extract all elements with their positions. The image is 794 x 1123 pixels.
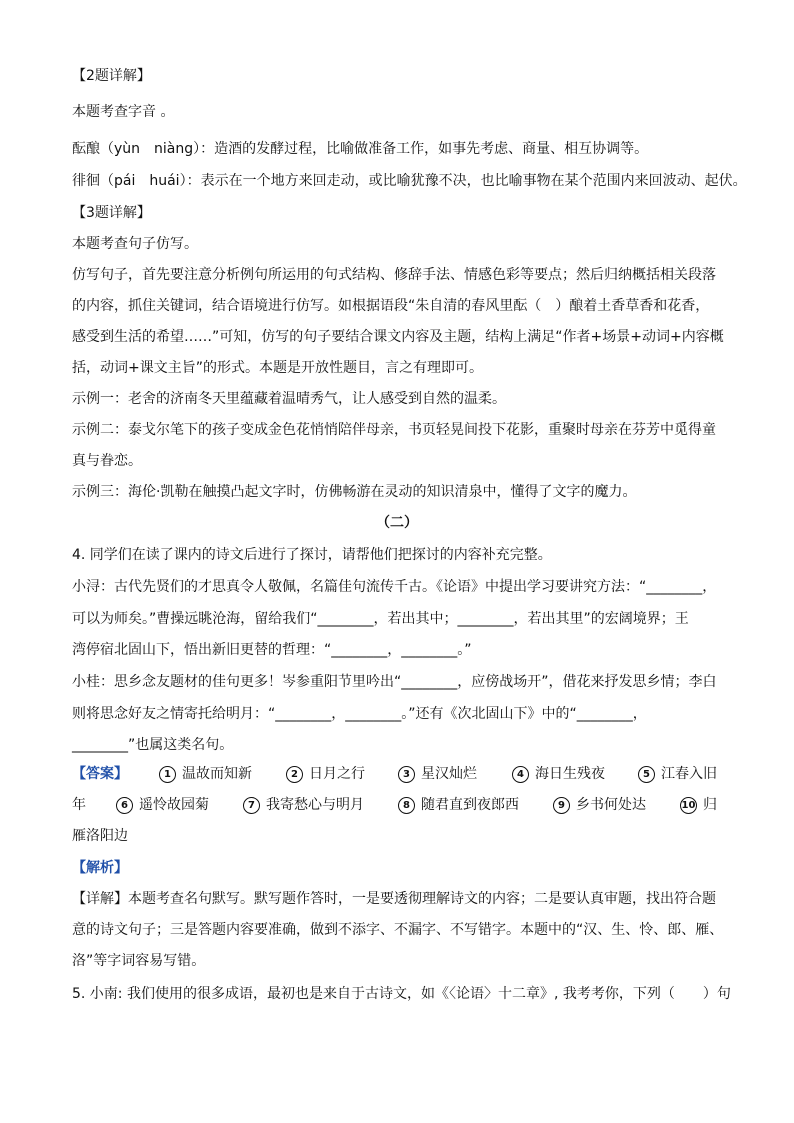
answer-text: 归 (703, 797, 717, 813)
answer-text: 乡书何处达 (576, 797, 646, 813)
number-badge: 3 (398, 766, 415, 783)
part-title: （二） (376, 515, 418, 531)
paragraph-line: 【详解】本题考查名句默写。默写题作答时，一是要透彻理解诗文的内容；二是要认真审题，找出符合题 (72, 891, 716, 907)
paragraph-line: 括，动词+课文主旨”的形式。本题是开放性题目，言之有理即可。 (72, 360, 483, 376)
answer-text: 星汉灿烂 (421, 766, 477, 782)
question-4: 4. 同学们在读了课内的诗文后进行了探讨，请帮他们把探讨的内容补充完整。 (72, 547, 552, 563)
answer-continuation: 年 (72, 797, 86, 813)
paragraph-line: 小浔：古代先贤们的才思真令人敬佩，名篇佳句流传千古。《论语》中提出学习要讲究方法：“________， (72, 579, 717, 595)
section-heading-q3: 【3题详解】 (72, 205, 151, 221)
example-line: 示例三：海伦·凯勒在触摸凸起文字时，仿佛畅游在灵动的知识清泉中，懂得了文字的魔力。 (72, 484, 637, 500)
answer-item (286, 764, 365, 784)
number-badge: 10 (680, 797, 697, 814)
paragraph-line: ________”也属这类名句。 (72, 737, 234, 753)
number-badge: 9 (553, 797, 570, 814)
example-line: 示例二：泰戈尔笔下的孩子变成金色花悄悄陪伴母亲，书页轻晃间投下花影，重聚时母亲在芬芳中觅得童 (72, 422, 716, 438)
paragraph-line: 本题考查字音 。 (72, 104, 175, 120)
answer-item (512, 764, 605, 784)
answer-item (243, 795, 364, 815)
number-badge: 8 (398, 797, 415, 814)
number-badge: 5 (638, 766, 655, 783)
paragraph-line: 小桂：思乡念友题材的佳句更多！岑参重阳节里吟出“________，应傍战场开”，借花来抒发思乡情；李白 (72, 674, 717, 690)
answer-continuation: 雁洛阳边 (72, 828, 128, 844)
paragraph-line: 感受到生活的希望……”可知，仿写的句子要结合课文内容及主题，结构上满足“作者+场景+动词+内容概 (72, 329, 724, 345)
question-5: 5. 小南: 我们使用的很多成语，最初也是来自于古诗文，如《〈论语〉十二章》, 我考考你，下列（ ）句 (72, 986, 731, 1002)
number-badge: 4 (512, 766, 529, 783)
example-line: 示例一：老舍的济南冬天里蕴藏着温晴秀气，让人感受到自然的温柔。 (72, 391, 506, 407)
answer-text: 温故而知新 (182, 766, 252, 782)
answer-item (116, 795, 209, 815)
paragraph-line: 湾停宿北固山下，悟出新旧更替的哲理：“________，________。” (72, 642, 472, 658)
answer-item (680, 795, 717, 815)
answer-text: 遥怜故园菊 (139, 797, 209, 813)
paragraph-line: 本题考查句子仿写。 (72, 236, 198, 252)
answer-text: 随君直到夜郎西 (421, 797, 519, 813)
answer-item (553, 795, 646, 815)
answer-text: 日月之行 (309, 766, 365, 782)
section-heading-q2: 【2题详解】 (72, 68, 151, 84)
example-line: 真与眷恋。 (72, 453, 142, 469)
answer-text: 海日生残夜 (535, 766, 605, 782)
paragraph-line: 仿写句子，首先要注意分析例句所运用的句式结构、修辞手法、情感色彩等要点；然后归纳概括相关段落 (72, 267, 716, 283)
answer-item (638, 764, 717, 784)
paragraph-line: 的内容，抓住关键词，结合语境进行仿写。如根据语段“朱自清的春风里酝（ ）酿着土香草香和花香， (72, 298, 710, 314)
number-badge: 1 (159, 766, 176, 783)
paragraph-line: 意的诗文句子；三是答题内容要准确，做到不添字、不漏字、不写错字。本题中的“汉、生、怜、郎、雁、 (72, 922, 724, 938)
paragraph-line: 洛”等字词容易写错。 (72, 953, 206, 969)
answer-item (398, 764, 477, 784)
number-badge: 7 (243, 797, 260, 814)
paragraph-line: 徘徊（pái huái）：表示在一个地方来回走动，或比喻犹豫不决，也比喻事物在某个范围内来回波动、起伏。 (72, 173, 747, 189)
number-badge: 6 (116, 797, 133, 814)
number-badge: 2 (286, 766, 303, 783)
analysis-label: 【解析】 (72, 860, 128, 876)
answer-item (398, 795, 519, 815)
answer-label: 【答案】 (72, 766, 128, 782)
answer-text: 我寄愁心与明月 (266, 797, 364, 813)
answer-text: 江春入旧 (661, 766, 717, 782)
answer-item (159, 764, 252, 784)
paragraph-line: 酝酿（yùn niàng）：造酒的发酵过程，比喻做准备工作，如事先考虑、商量、相互协调等。 (72, 141, 649, 157)
paragraph-line: 则将思念好友之情寄托给明月：“________，________。”还有《次北固山下》中的“________， (72, 706, 647, 722)
paragraph-line: 可以为师矣。”曹操远眺沧海，留给我们“________，若出其中；________，若出其里”的宏阔境界；王 (72, 611, 689, 627)
